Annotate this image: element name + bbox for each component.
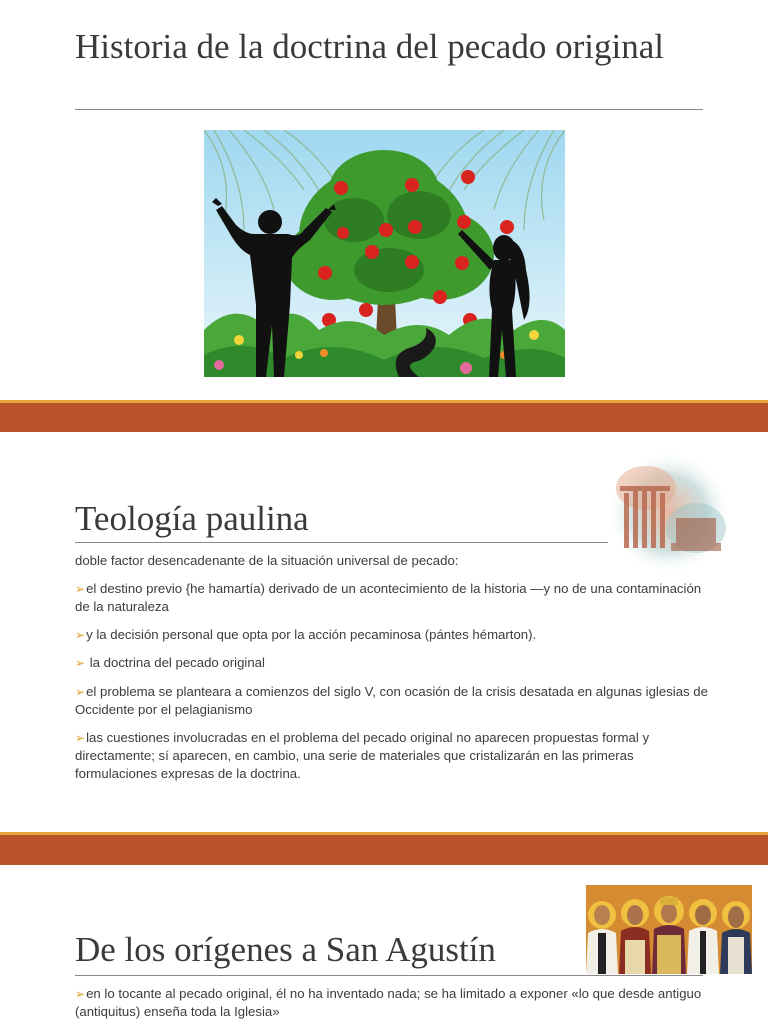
adam-eve-tree-illustration [204, 130, 565, 377]
arrow-bullet-icon: ➢ [75, 685, 86, 699]
church-fathers-icon-image [586, 885, 752, 974]
arrow-bullet-icon: ➢ [75, 628, 86, 642]
slide-1-title: Historia de la doctrina del pecado original [75, 27, 664, 66]
slide-1 [0, 0, 768, 400]
bullet-item [75, 580, 715, 616]
bullet-text: la doctrina del pecado original [86, 655, 265, 670]
slide-1-title-rule [75, 109, 703, 110]
slide-2-intro: doble factor desencadenante de la situación universal de pecado: [75, 553, 459, 568]
separator-rust-band [0, 835, 768, 865]
slide-2-title-rule [75, 542, 608, 543]
bullet-item [75, 985, 715, 1021]
arrow-bullet-icon: ➢ [75, 656, 86, 670]
bullet-item [75, 654, 715, 672]
bullet-item [75, 729, 715, 783]
separator-rust-band [0, 403, 768, 432]
slide-3 [0, 865, 768, 1024]
arrow-bullet-icon: ➢ [75, 582, 86, 596]
bullet-item [75, 626, 715, 644]
slide-2-title: Teología paulina [75, 499, 309, 538]
bullet-text: las cuestiones involucradas en el problema del pecado original no aparecen propuestas formal y directamente; sí aparecen, en cambio, una serie de materiales que cristalizarán en las primeras formulaciones expresas de la doctrina. [75, 730, 650, 781]
bullet-item [75, 683, 715, 719]
slide-separator-1 [0, 400, 768, 432]
arrow-bullet-icon: ➢ [75, 731, 86, 745]
bullet-text: en lo tocante al pecado original, él no ha inventado nada; se ha limitado a exponer «lo que desde antiguo (antiquitus) enseña toda la Iglesia» [75, 986, 702, 1019]
slide-3-title: De los orígenes a San Agustín [75, 930, 496, 969]
bullet-text: y la decisión personal que opta por la acción pecaminosa (pántes hémarton). [86, 627, 537, 642]
bullet-text: el destino previo {he hamartía) derivado de un acontecimiento de la historia —y no de una contaminación de la naturaleza [75, 581, 702, 614]
slide-separator-2 [0, 832, 768, 865]
arrow-bullet-icon: ➢ [75, 987, 86, 1001]
slide-3-title-rule [75, 975, 703, 976]
bullet-text: el problema se planteara a comienzos del siglo V, con ocasión de la crisis desatada en algunas iglesias de Occidente por el pelagianismo [75, 684, 708, 717]
slide-2 [0, 432, 768, 832]
